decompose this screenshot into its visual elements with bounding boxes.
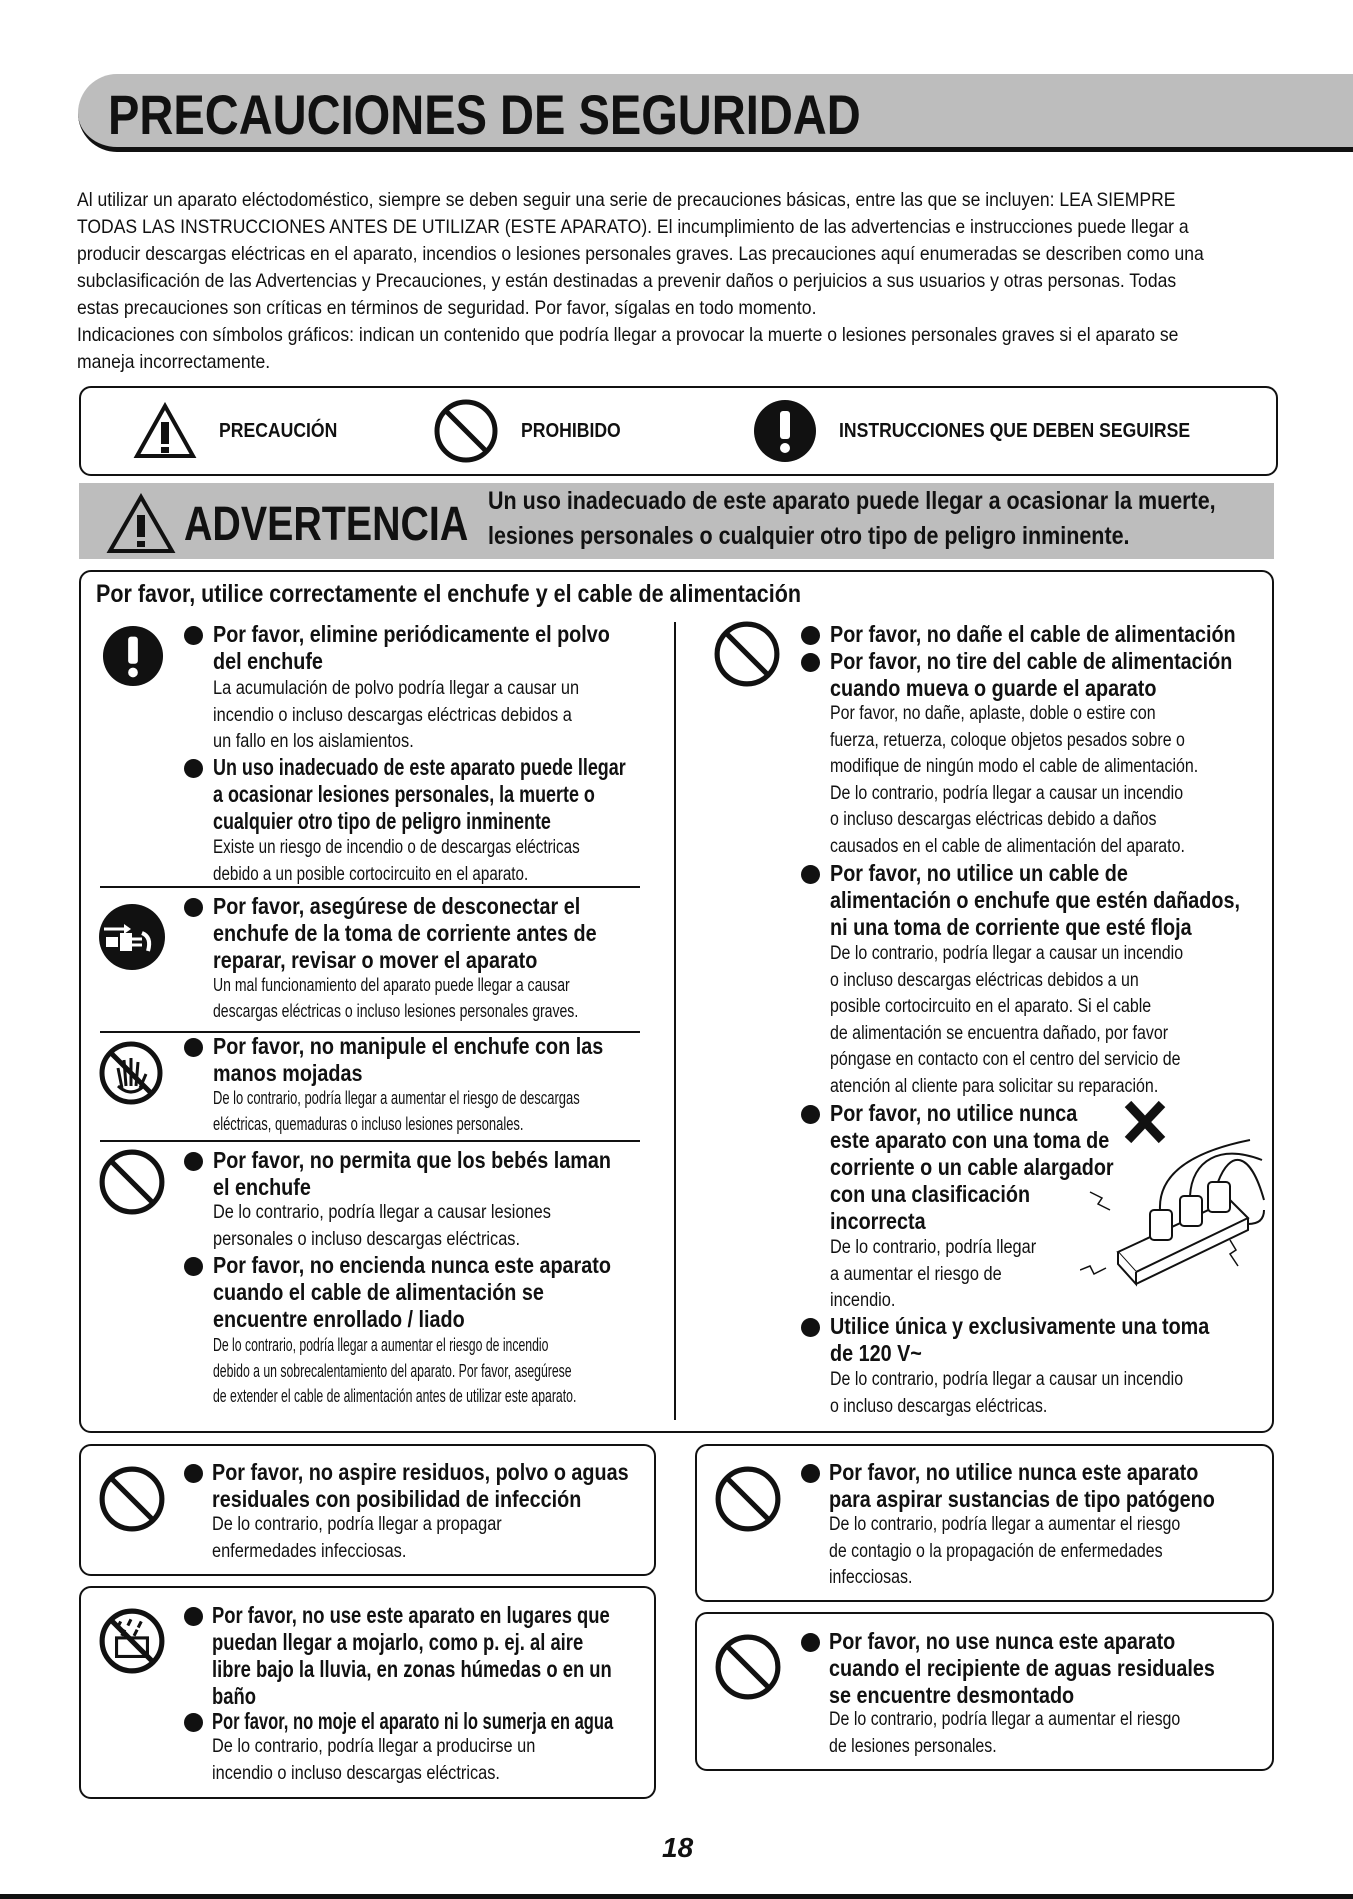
item-body: Existe un riesgo de incendio o de descargas eléctricas debido a un posible cortocircuito en el aparato. (213, 837, 580, 885)
prohibited-icon (713, 620, 781, 688)
warning-word: ADVERTENCIA (184, 498, 469, 551)
bullet (184, 1257, 203, 1276)
bullet (184, 1152, 203, 1171)
bullet (801, 626, 820, 645)
bullet (801, 1464, 820, 1483)
instructions-label: INSTRUCCIONES QUE DEBEN SEGUIRSE (839, 419, 1191, 442)
item-body: De lo contrario, podría llegar a causar un incendio o incluso descargas eléctricas. (830, 1369, 1184, 1417)
divider (100, 1140, 640, 1142)
item-heading: Por favor, elimine periódicamente el polvo del enchufe (213, 621, 610, 674)
bullet (184, 626, 203, 645)
item-heading: Por favor, no use nunca este aparato cuando el recipiente de aguas residuales se encuentre desmontado (829, 1628, 1215, 1708)
bullet (184, 1607, 203, 1626)
item-heading: Por favor, no permita que los bebés laman el enchufe (213, 1147, 611, 1200)
item-heading: Utilice única y exclusivamente una toma de 120 V~ (830, 1313, 1210, 1366)
item-heading: Por favor, no manipule el enchufe con las manos mojadas (213, 1033, 604, 1086)
item-body: De lo contrario, podría llegar a aumentar el riesgo de incendio debido a un sobrecalentamiento del aparato. Por favor, asegúrese de extender el cable de alimentación antes de utilizar este aparato. (213, 1335, 577, 1406)
prohibited-icon (714, 1633, 782, 1701)
caution-triangle-icon (133, 402, 197, 460)
item-heading: Por favor, no moje el aparato ni lo sumerja en agua (212, 1708, 614, 1734)
item-body: De lo contrario, podría llegar a aumentar el riesgo de contagio o la propagación de enfermedades infecciosas. (829, 1514, 1181, 1588)
item-body: Por favor, no dañe, aplaste, doble o estire con fuerza, retuerza, coloque objetos pesados sobre o modifique de ningún modo el cable de alimentación. De lo contrario, podría llegar a causar un incendio o incluso descargas eléctricas debido a daños causados en el cable de alimentación del aparato. (830, 703, 1199, 857)
bullet (801, 865, 820, 884)
bullet (801, 653, 820, 672)
warning-triangle-icon (106, 493, 176, 555)
warning-message: Un uso inadecuado de este aparato puede llegar a ocasionar la muerte, lesiones personales o cualquier otro tipo de peligro inminente. (488, 487, 1216, 550)
item-body: De lo contrario, podría llegar a aumentar el riesgo de lesiones personales. (829, 1709, 1181, 1757)
page-title: PRECAUCIONES DE SEGURIDAD (108, 83, 861, 146)
bullet (801, 1105, 820, 1124)
item-body: De lo contrario, podría llegar a causar lesiones personales o incluso descargas eléctricas. (213, 1202, 551, 1250)
power-strip-illustration (1080, 1100, 1265, 1290)
page-number: 18 (662, 1832, 694, 1863)
item-heading: Un uso inadecuado de este aparato puede llegar a ocasionar lesiones personales, la muerte o cualquier otro tipo de peligro inminente (213, 754, 626, 834)
item-heading: Por favor, no utilice un cable de alimentación o enchufe que estén dañados, ni una toma de corriente que esté floja (830, 860, 1240, 940)
item-heading: Por favor, no dañe el cable de alimentación (830, 621, 1236, 647)
bullet (801, 1318, 820, 1337)
prohibited-label: PROHIBIDO (521, 419, 621, 442)
prohibited-icon (98, 1465, 166, 1533)
prohibited-icon (433, 398, 499, 464)
no-rain-icon (98, 1607, 166, 1675)
caution-label: PRECAUCIÓN (219, 419, 338, 442)
intro-paragraph: Al utilizar un aparato eléctodoméstico, siempre se deben seguir una serie de precauciones básicas, entre las que se incluyen: LEA SIEMPRE TODAS LAS INSTRUCCIONES ANTES DE UTILIZAR (ESTE APARATO). El incumplimiento de las advertencias e instrucciones puede llegar a producir descargas eléctricas en el aparato, incendios o lesiones personales graves. Las precauciones aquí enumeradas se describen como una subclasificación de las Advertencias y Precauciones, y están destinadas a prevenir daños o perjuicios a sus usuarios y otras personas. Todas estas precauciones son críticas en términos de seguridad. Por favor, sígalas en todo momento. Indicaciones con símbolos gráficos: indican un contenido que podría llegar a provocar la muerte o lesiones personales graves si el aparato se maneja incorrectamente. (77, 189, 1204, 373)
item-heading: Por favor, no aspire residuos, polvo o aguas residuales con posibilidad de infección (212, 1459, 629, 1512)
bullet (184, 1038, 203, 1057)
mandatory-instruction-icon (753, 399, 817, 463)
prohibited-icon (98, 1148, 166, 1216)
no-wet-hands-icon (98, 1040, 164, 1106)
bullet (184, 1713, 203, 1732)
item-body: Un mal funcionamiento del aparato puede llegar a causar descargas eléctricas o incluso lesiones personales graves. (213, 975, 579, 1021)
item-heading: Por favor, no tire del cable de alimentación cuando mueva o guarde el aparato (830, 648, 1233, 701)
item-body: De lo contrario, podría llegar a producirse un incendio o incluso descargas eléctricas. (212, 1736, 536, 1784)
bullet (184, 1464, 203, 1483)
bullet (184, 898, 203, 917)
item-body: De lo contrario, podría llegar a propagar enfermedades infecciosas. (212, 1514, 502, 1562)
unplug-icon (98, 903, 166, 971)
item-heading: Por favor, no utilice nunca este aparato para aspirar sustancias de tipo patógeno (829, 1459, 1215, 1512)
bullet (801, 1633, 820, 1652)
item-heading: Por favor, asegúrese de desconectar el enchufe de la toma de corriente antes de reparar, revisar o mover el aparato (213, 893, 597, 973)
bullet (184, 759, 203, 778)
item-heading: Por favor, no use este aparato en lugares que puedan llegar a mojarlo, como p. ej. al aire libre bajo la lluvia, en zonas húmedas o en un baño (212, 1602, 612, 1709)
item-body: De lo contrario, podría llegar a causar un incendio o incluso descargas eléctricas debidos a un posible cortocircuito en el aparato. Si el cable de alimentación se encuentra dañado, por favor póngase en contacto con el centro del servicio de atención al cliente para solicitar su reparación. (830, 943, 1184, 1097)
bottom-rule (0, 1894, 1353, 1899)
item-heading: Por favor, no utilice nunca este aparato con una toma de corriente o un cable alargador con una clasificación incorrecta (830, 1100, 1114, 1234)
item-body: De lo contrario, podría llegar a aumentar el riesgo de incendio. (830, 1237, 1037, 1311)
mandatory-instruction-icon (102, 625, 164, 687)
item-body: De lo contrario, podría llegar a aumentar el riesgo de descargas eléctricas, quemaduras o incluso lesiones personales. (213, 1088, 580, 1134)
prohibited-icon (714, 1465, 782, 1533)
item-heading: Por favor, no encienda nunca este aparato cuando el cable de alimentación se encuentre enrollado / liado (213, 1252, 611, 1332)
item-body: La acumulación de polvo podría llegar a causar un incendio o incluso descargas eléctricas debidos a un fallo en los aislamientos. (213, 678, 580, 752)
column-divider (674, 622, 676, 1420)
symbol-legend (79, 386, 1278, 476)
section-title: Por favor, utilice correctamente el enchufe y el cable de alimentación (96, 580, 801, 608)
